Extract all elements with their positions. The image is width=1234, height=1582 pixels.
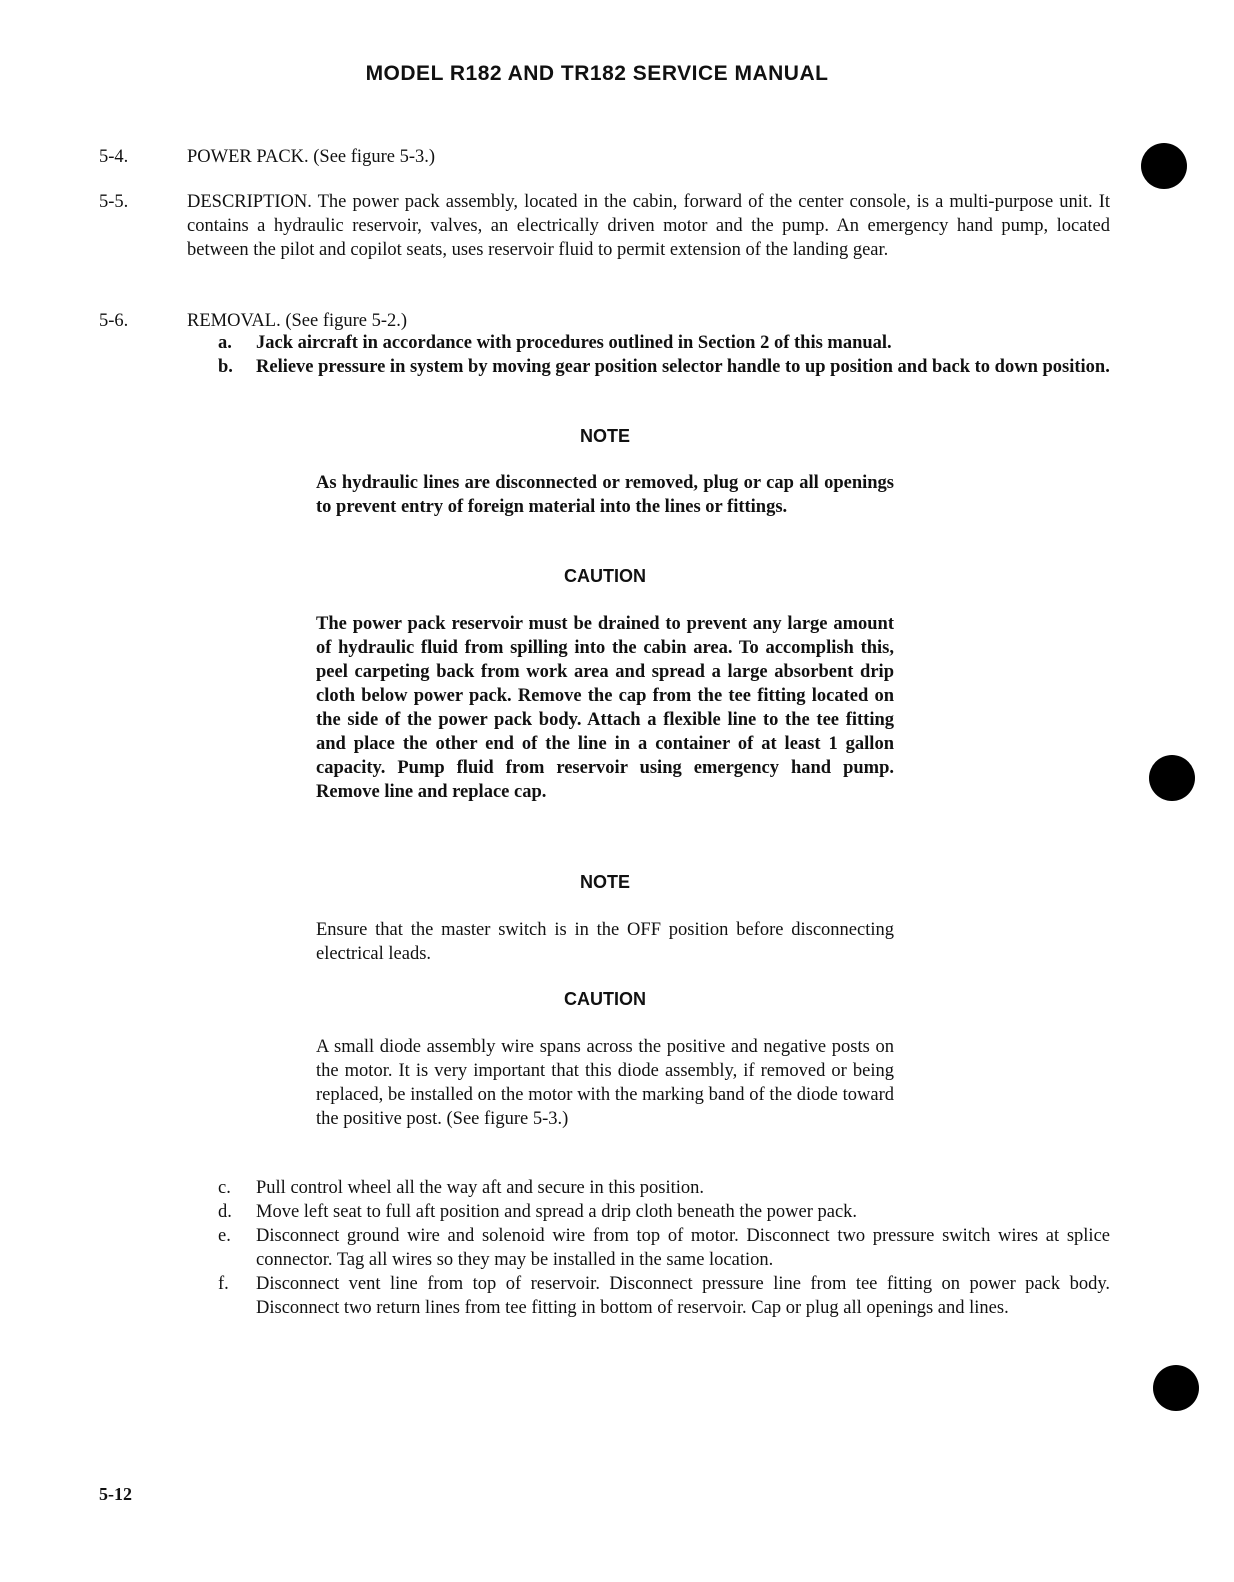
list-item — [218, 1176, 1110, 1200]
caution-text: The power pack reservoir must be drained to prevent any large amount of hydraulic fluid from spilling into the cabin area. To accomplish this, peel carpeting back from work area and spread a large absorbent drip cloth below power pack. Remove the cap from the tee fitting located on the side of the power pack body. Attach a flexible line to the tee fitting and place the other end of the line in a container of at least 1 gallon capacity. Pump fluid from reservoir using emergency hand pump. Remove line and replace cap. — [316, 614, 894, 802]
page-number: 5-12 — [99, 1484, 132, 1504]
removal-steps-a-b — [218, 331, 1110, 379]
section-heading-power-pack: POWER PACK. (See figure 5-3.) — [187, 147, 436, 167]
note-text: Ensure that the master switch is in the OFF position before disconnecting electrical leads. — [316, 920, 894, 964]
list-item-letter: c. — [218, 1178, 231, 1198]
list-item-letter: e. — [218, 1226, 231, 1246]
section-number: 5-4. — [99, 147, 129, 167]
list-item-text: Relieve pressure in system by moving gear position selector handle to up position and back to down position. — [256, 357, 1110, 377]
list-item-letter: b. — [218, 357, 233, 377]
list-item — [218, 1200, 1110, 1224]
list-item-text: Disconnect ground wire and solenoid wire from top of motor. Disconnect two pressure switch wires at splice connector. Tag all wires so they may be installed in the same location. — [256, 1226, 1110, 1270]
caution-heading: CAUTION — [564, 566, 646, 586]
list-item-text: Pull control wheel all the way aft and secure in this position. — [256, 1178, 705, 1198]
note-heading: NOTE — [579, 426, 630, 446]
list-item-letter: a. — [218, 333, 232, 353]
list-item — [218, 1272, 1110, 1320]
section-number: 5-5. — [99, 192, 129, 212]
caution-heading: CAUTION — [564, 989, 646, 1009]
list-item-text: Jack aircraft in accordance with procedures outlined in Section 2 of this manual. — [256, 333, 892, 353]
note-text: As hydraulic lines are disconnected or removed, plug or cap all openings to prevent entry of foreign material into the lines or fittings. — [316, 473, 894, 517]
caution-text: A small diode assembly wire spans across the positive and negative posts on the motor. It is very important that this diode assembly, if removed or being replaced, be installed on the motor with the marking band of the diode toward the positive post. (See figure 5-3.) — [316, 1037, 894, 1129]
section-number: 5-6. — [99, 311, 129, 331]
binder-hole-middle — [1149, 755, 1195, 801]
removal-steps-c-f — [218, 1176, 1110, 1320]
list-item-letter: d. — [218, 1202, 232, 1222]
binder-hole-top — [1141, 143, 1187, 189]
page-title: MODEL R182 AND TR182 SERVICE MANUAL — [365, 62, 829, 85]
binder-hole-bottom — [1153, 1365, 1199, 1411]
section-heading-removal: REMOVAL. (See figure 5-2.) — [187, 311, 408, 331]
list-item — [218, 1224, 1110, 1272]
list-item-text: Move left seat to full aft position and spread a drip cloth beneath the power pack. — [256, 1202, 858, 1222]
list-item-letter: f. — [218, 1274, 229, 1294]
note-heading: NOTE — [579, 872, 630, 892]
list-item — [218, 331, 1110, 355]
section-description: DESCRIPTION. The power pack assembly, located in the cabin, forward of the center console, is a multi-purpose unit. It contains a hydraulic reservoir, valves, an electrically driven motor and the pump. An emergency hand pump, located between the pilot and copilot seats, uses reservoir fluid to permit extension of the landing gear. — [187, 192, 1110, 260]
list-item-text: Disconnect vent line from top of reservoir. Disconnect pressure line from tee fitting on power pack body. Disconnect two return lines from tee fitting in bottom of reservoir. Cap or plug all openings and lines. — [256, 1274, 1110, 1318]
list-item — [218, 355, 1110, 379]
